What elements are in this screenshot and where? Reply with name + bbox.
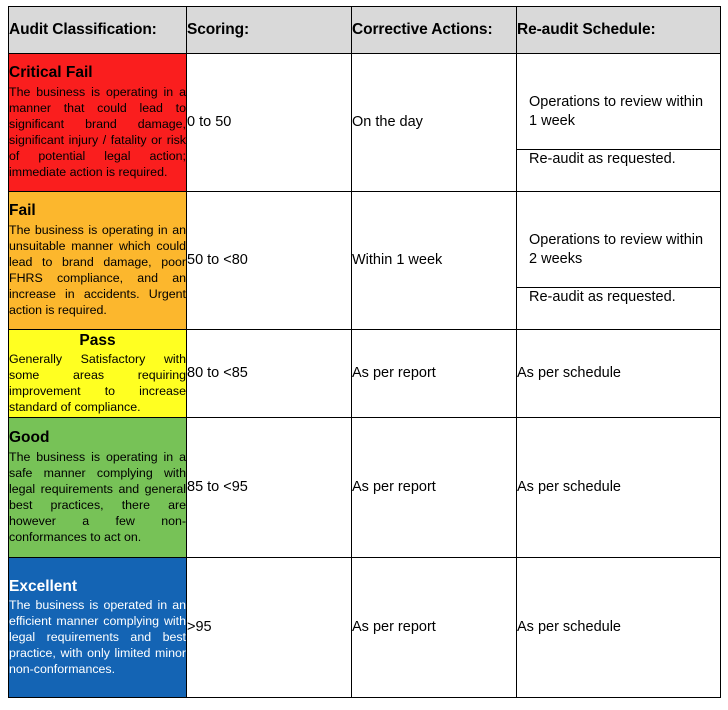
description-text-before: The business is operating in a manner that could lead to significant brand damage, significant injury / bbox=[9, 84, 186, 148]
scoring-cell-good: 85 to <95 bbox=[187, 418, 352, 558]
corrective-action-cell-fail: Within 1 week bbox=[352, 192, 517, 330]
reaudit-subrow bbox=[517, 214, 720, 288]
classification-description bbox=[9, 84, 186, 181]
table-row bbox=[9, 418, 721, 558]
table-body bbox=[9, 54, 721, 698]
reaudit-cell-good: As per schedule bbox=[517, 418, 721, 558]
scoring-cell-critical-fail: 0 to 50 bbox=[187, 54, 352, 192]
classification-cell-critical-fail bbox=[9, 54, 187, 192]
reaudit-subrow bbox=[517, 288, 720, 308]
header-audit-classification: Audit Classification: bbox=[9, 7, 187, 54]
header-corrective-actions: Corrective Actions: bbox=[352, 7, 517, 54]
table-row bbox=[9, 558, 721, 698]
description-text-after: or risk of potential legal action; immediate action is required. bbox=[9, 133, 186, 180]
classification-description: Generally Satisfactory with some areas requiring improvement to increase standard of compliance. bbox=[9, 351, 186, 415]
header-row bbox=[9, 7, 721, 54]
description-flagged-word: fatality bbox=[110, 133, 147, 148]
audit-classification-table bbox=[8, 6, 721, 698]
reaudit-subrow bbox=[517, 150, 720, 170]
classification-cell-pass bbox=[9, 330, 187, 418]
classification-title: Good bbox=[9, 429, 50, 447]
table-row bbox=[9, 192, 721, 330]
header-reaudit-schedule: Re-audit Schedule: bbox=[517, 7, 721, 54]
header-scoring: Scoring: bbox=[187, 7, 352, 54]
reaudit-cell-pass: As per schedule bbox=[517, 330, 721, 418]
reaudit-text-primary: Operations to review within 2 weeks bbox=[517, 214, 720, 288]
scoring-cell-pass: 80 to <85 bbox=[187, 330, 352, 418]
classification-description: The business is operating in an unsuitable manner which could lead to brand damage, poor FHRS compliance, and an increase in accidents. Urgent action is required. bbox=[9, 222, 186, 318]
table-row bbox=[9, 330, 721, 418]
table-header bbox=[9, 7, 721, 54]
corrective-action-cell-critical-fail: On the day bbox=[352, 54, 517, 192]
classification-title: Pass bbox=[79, 331, 116, 349]
scoring-cell-excellent: >95 bbox=[187, 558, 352, 698]
reaudit-subrow bbox=[517, 76, 720, 150]
reaudit-split-table bbox=[517, 214, 720, 308]
classification-title: Fail bbox=[9, 202, 36, 220]
classification-title: Excellent bbox=[9, 577, 78, 595]
scoring-cell-fail: 50 to <80 bbox=[187, 192, 352, 330]
corrective-action-cell-excellent: As per report bbox=[352, 558, 517, 698]
classification-cell-good bbox=[9, 418, 187, 558]
corrective-action-cell-good: As per report bbox=[352, 418, 517, 558]
reaudit-cell-excellent: As per schedule bbox=[517, 558, 721, 698]
classification-description: The business is operated in an efficient manner complying with legal requirements and best practice, with only limited minor non-conformances. bbox=[9, 597, 186, 677]
reaudit-text-secondary: Re-audit as requested. bbox=[517, 288, 720, 308]
reaudit-cell-critical-fail bbox=[517, 54, 721, 192]
reaudit-text-secondary: Re-audit as requested. bbox=[517, 150, 720, 170]
classification-cell-fail bbox=[9, 192, 187, 330]
corrective-action-cell-pass: As per report bbox=[352, 330, 517, 418]
classification-description: The business is operating in a safe manner complying with legal requirements and general best practices, there are however a few non-conformances to act on. bbox=[9, 449, 186, 545]
classification-cell-excellent bbox=[9, 558, 187, 698]
reaudit-split-table bbox=[517, 76, 720, 170]
classification-title: Critical Fail bbox=[9, 64, 93, 82]
reaudit-text-primary: Operations to review within 1 week bbox=[517, 76, 720, 150]
table-row bbox=[9, 54, 721, 192]
reaudit-cell-fail bbox=[517, 192, 721, 330]
